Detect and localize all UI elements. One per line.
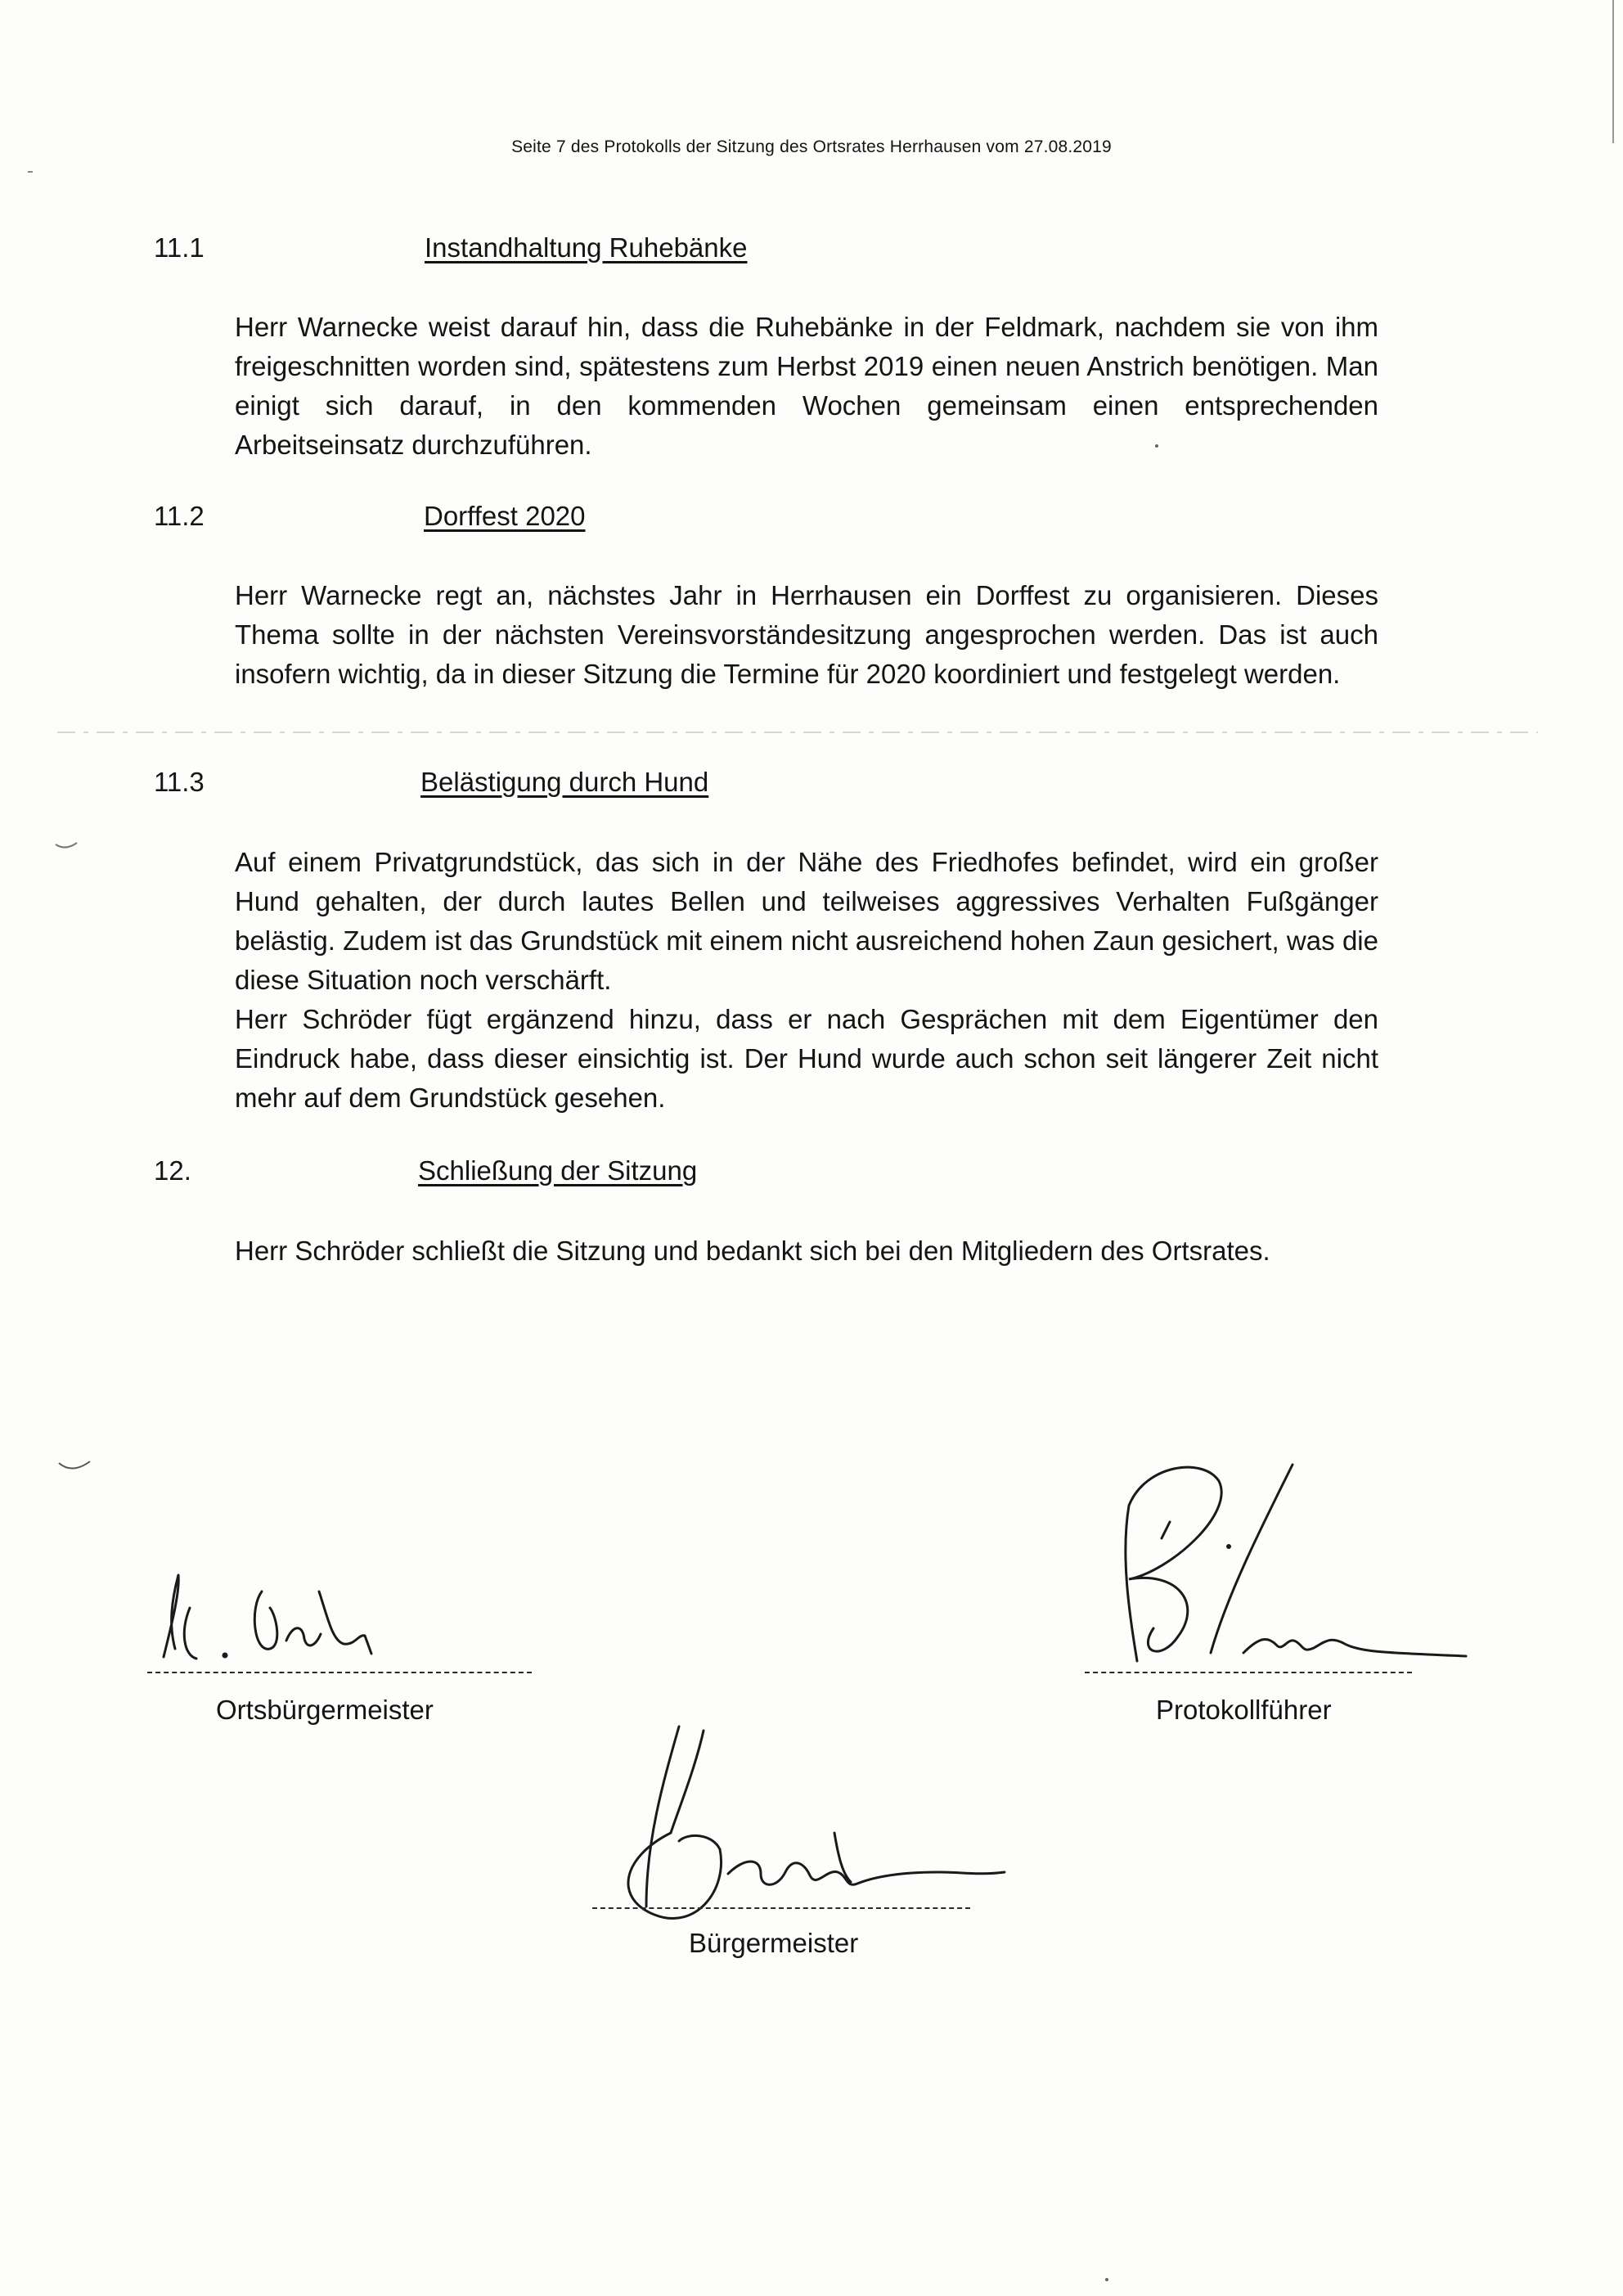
section-title-12: Schließung der Sitzung (418, 1155, 698, 1186)
section-number-11-3: 11.3 (154, 767, 205, 797)
section-body-12 (235, 1231, 1378, 1271)
paragraph: Herr Schröder fügt ergänzend hinzu, dass er nach Gesprächen mit dem Eigentümer den Eindruck habe, dass dieser einsichtig ist. Der Hund wurde auch schon seit längerer Zeit nicht mehr auf dem Grundstück gesehen. (235, 1004, 1378, 1113)
section-number-12: 12. (154, 1155, 191, 1186)
page-header: Seite 7 des Protokolls der Sitzung des Ortsrates Herrhausen vom 27.08.2019 (511, 137, 1112, 156)
paragraph: Herr Warnecke weist darauf hin, dass die Ruhebänke in der Feldmark, nachdem sie von ihm freigeschnitten worden sind, spätestens zum Herbst 2019 einen neuen Anstrich benötigen. Man einigt sich darauf, in den kommenden Wochen gemeinsam einen entsprechenden Arbeitseinsatz durchzuführen. (235, 312, 1378, 460)
signature-label-buergermeister: Bürgermeister (689, 1928, 859, 1958)
section-title-11-3: Belästigung durch Hund (420, 767, 709, 797)
signature-protokollfuehrer-handwriting (1080, 1448, 1472, 1677)
section-number-11-1: 11.1 (154, 232, 205, 263)
signature-label-ortsbuergermeister: Ortsbürgermeister (216, 1695, 434, 1725)
section-body-11-3 (235, 843, 1378, 1118)
section-number-11-2: 11.2 (154, 501, 205, 531)
paragraph: Herr Schröder schließt die Sitzung und bedankt sich bei den Mitgliedern des Ortsrates. (235, 1236, 1270, 1266)
signature-line-ortsbuergermeister (147, 1672, 532, 1673)
section-body-11-2 (235, 576, 1378, 694)
signature-ortsbuergermeister-handwriting (147, 1559, 442, 1681)
section-body-11-1 (235, 308, 1378, 465)
section-title-11-1: Instandhaltung Ruhebänke (425, 232, 748, 263)
signature-line-protokollfuehrer (1085, 1672, 1412, 1673)
section-title-11-2: Dorffest 2020 (424, 501, 586, 531)
paragraph: Auf einem Privatgrundstück, das sich in der Nähe des Friedhofes befindet, wird ein großer Hund gehalten, der durch lautes Bellen und teilweises aggressives Verhalten Fußgänger belästig. Zudem ist das Grundstück mit einem nicht ausreichend hohen Zaun gesichert, was die diese Situation noch verschärft. (235, 847, 1378, 995)
signature-buergermeister-handwriting (556, 1718, 1047, 1931)
signature-line-buergermeister (592, 1907, 970, 1909)
paragraph: Herr Warnecke regt an, nächstes Jahr in Herrhausen ein Dorffest zu organisieren. Dieses Thema sollte in der nächsten Vereinsvorständesitzung angesprochen werden. Das ist auch insofern wichtig, da in dieser Sitzung die Termine für 2020 koordiniert und festgelegt werden. (235, 580, 1378, 689)
signature-label-protokollfuehrer: Protokollführer (1156, 1695, 1332, 1725)
